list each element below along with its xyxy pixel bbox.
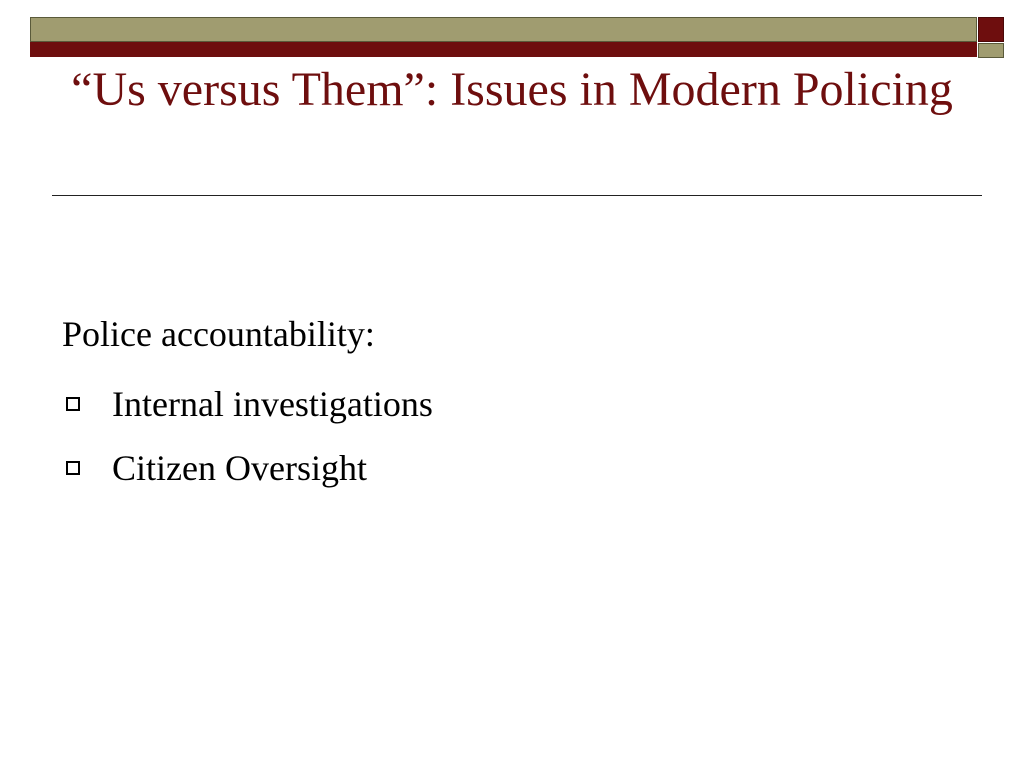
- hollow-square-icon: [66, 397, 80, 411]
- list-item-text: Citizen Oversight: [112, 448, 367, 488]
- slide-title: “Us versus Them”: Issues in Modern Policing: [71, 63, 953, 116]
- hollow-square-icon: [66, 461, 80, 475]
- list-item: [62, 436, 962, 500]
- corner-square-olive: [978, 43, 1004, 58]
- title-divider: [52, 195, 982, 196]
- bullet-list: [62, 372, 962, 500]
- header-bar-maroon: [30, 42, 977, 57]
- list-item-text: Internal investigations: [112, 384, 433, 424]
- slide-content: [62, 308, 962, 500]
- content-heading: Police accountability:: [62, 314, 375, 354]
- header-bar-olive: [30, 17, 977, 42]
- list-item: [62, 372, 962, 436]
- corner-square-maroon: [978, 17, 1004, 42]
